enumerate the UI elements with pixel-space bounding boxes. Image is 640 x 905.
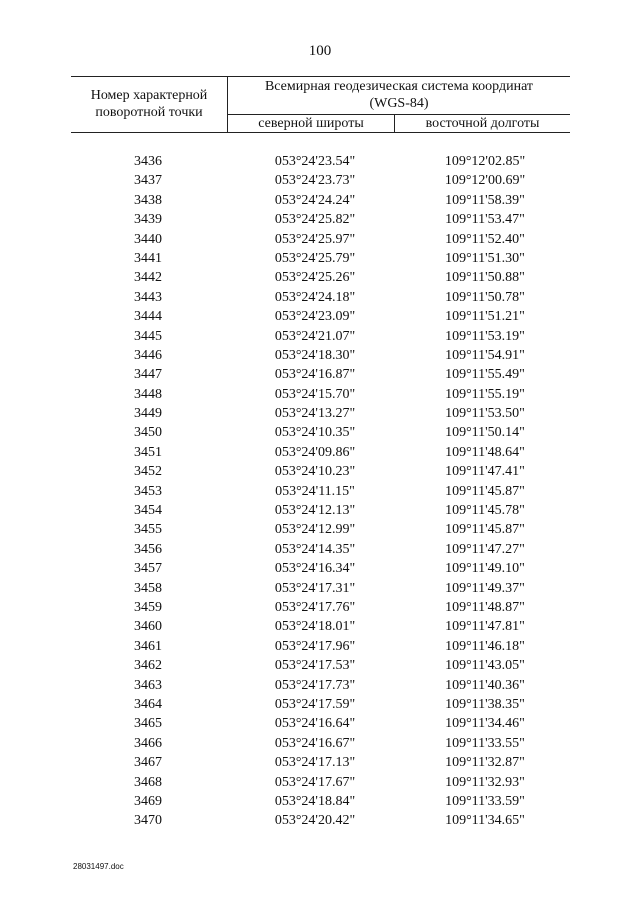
table-row (0, 637, 640, 656)
latitude-cell: 053°24'14.35" (274, 541, 356, 557)
table-row (0, 423, 640, 442)
latitude-cell: 053°24'12.13" (274, 503, 356, 519)
point-number-cell: 3440 (134, 231, 162, 247)
longitude-cell: 109°11'45.87" (445, 522, 525, 538)
longitude-cell: 109°11'53.50" (445, 406, 525, 422)
longitude-cell: 109°12'02.85" (444, 154, 526, 169)
latitude-cell: 053°24'09.86" (274, 444, 356, 460)
point-number-cell: 3460 (134, 619, 162, 635)
table-header (71, 76, 570, 132)
longitude-cell: 109°11'47.27" (445, 541, 525, 557)
longitude-cell: 109°11'34.65" (445, 813, 525, 829)
longitude-cell: 109°11'40.36" (445, 677, 525, 693)
coordinate-system-header-line2: (WGS-84) (369, 96, 429, 111)
table-row (0, 676, 640, 695)
coordinate-system-header (228, 78, 570, 112)
table-row (0, 656, 640, 675)
document-filename: 28031497.doc (73, 862, 124, 871)
table-row (0, 773, 640, 792)
latitude-cell: 053°24'16.87" (274, 367, 356, 383)
point-number-cell: 3453 (134, 483, 162, 499)
longitude-cell: 109°11'55.49" (445, 367, 525, 383)
latitude-cell: 053°24'23.73" (274, 173, 356, 189)
longitude-cell: 109°11'33.55" (445, 735, 525, 751)
point-number-cell: 3457 (134, 561, 162, 577)
point-number-cell: 3437 (134, 173, 162, 189)
latitude-cell: 053°24'18.30" (274, 347, 356, 363)
latitude-cell: 053°24'17.59" (274, 696, 356, 712)
longitude-cell: 109°11'55.19" (445, 386, 525, 402)
table-row (0, 482, 640, 501)
point-number-cell: 3450 (134, 425, 162, 441)
longitude-cell: 109°11'38.35" (445, 696, 525, 712)
longitude-cell: 109°11'52.40" (445, 231, 525, 247)
latitude-cell: 053°24'23.54" (274, 154, 356, 169)
point-number-cell: 3445 (134, 328, 162, 344)
table-row (0, 210, 640, 229)
longitude-cell: 109°11'32.93" (445, 774, 525, 790)
point-number-header-line1: Номер характерной (90, 88, 208, 103)
table-row (0, 695, 640, 714)
latitude-cell: 053°24'11.15" (275, 483, 355, 499)
longitude-cell: 109°11'51.21" (445, 309, 525, 325)
table-row (0, 811, 640, 830)
latitude-cell: 053°24'10.35" (274, 425, 356, 441)
latitude-cell: 053°24'12.99" (274, 522, 356, 538)
latitude-cell: 053°24'13.27" (274, 406, 356, 422)
latitude-cell: 053°24'25.97" (274, 231, 356, 247)
point-number-cell: 3459 (134, 599, 162, 615)
header-bottom-rule (71, 132, 570, 133)
point-number-cell: 3466 (134, 735, 162, 751)
point-number-cell: 3465 (134, 716, 162, 732)
point-number-cell: 3468 (134, 774, 162, 790)
longitude-cell: 109°11'45.78" (445, 503, 525, 519)
longitude-cell: 109°11'50.14" (445, 425, 525, 441)
latitude-cell: 053°24'16.64" (274, 716, 356, 732)
longitude-cell: 109°11'32.87" (445, 755, 525, 771)
longitude-cell: 109°11'54.91" (445, 347, 525, 363)
page-number: 100 (308, 43, 332, 59)
table-row (0, 191, 640, 210)
point-number-cell: 3448 (134, 386, 162, 402)
latitude-cell: 053°24'15.70" (274, 386, 356, 402)
table-row (0, 501, 640, 520)
point-number-cell: 3452 (134, 464, 162, 480)
table-row (0, 365, 640, 384)
longitude-header: восточной долготы (425, 116, 540, 131)
longitude-cell: 109°11'50.88" (445, 270, 525, 286)
table-row (0, 598, 640, 617)
point-number-cell: 3458 (134, 580, 162, 596)
table-row (0, 249, 640, 268)
longitude-cell: 109°11'46.18" (445, 638, 525, 654)
latitude-cell: 053°24'24.18" (274, 289, 356, 305)
table-row (0, 753, 640, 772)
point-number-cell: 3463 (134, 677, 162, 693)
longitude-cell: 109°11'47.41" (445, 464, 525, 480)
point-number-cell: 3455 (134, 522, 162, 538)
point-number-cell: 3449 (134, 406, 162, 422)
latitude-cell: 053°24'17.13" (274, 755, 356, 771)
table-row (0, 230, 640, 249)
table-row (0, 327, 640, 346)
point-number-cell: 3456 (134, 541, 162, 557)
longitude-cell: 109°11'58.39" (445, 192, 525, 208)
point-number-header-line2: поворотной точки (95, 105, 203, 120)
point-number-cell: 3451 (134, 444, 162, 460)
table-row (0, 385, 640, 404)
table-row (0, 288, 640, 307)
longitude-cell: 109°11'34.46" (445, 716, 525, 732)
point-number-cell: 3444 (134, 309, 162, 325)
table-row (0, 268, 640, 287)
longitude-cell: 109°11'53.47" (445, 212, 525, 228)
table-row (0, 714, 640, 733)
table-row (0, 307, 640, 326)
table-row (0, 617, 640, 636)
coordinate-table-body (0, 152, 640, 831)
latitude-header: северной широты (258, 116, 364, 131)
latitude-cell: 053°24'25.26" (274, 270, 356, 286)
latitude-cell: 053°24'21.07" (274, 328, 356, 344)
table-row (0, 462, 640, 481)
table-row (0, 559, 640, 578)
point-number-cell: 3438 (134, 192, 162, 208)
table-row (0, 579, 640, 598)
latitude-cell: 053°24'20.42" (274, 813, 356, 829)
latitude-cell: 053°24'18.01" (274, 619, 356, 635)
latitude-cell: 053°24'16.34" (274, 561, 356, 577)
point-number-cell: 3462 (134, 658, 162, 674)
longitude-cell: 109°11'50.78" (445, 289, 525, 305)
table-row (0, 443, 640, 462)
point-number-cell: 3461 (134, 638, 162, 654)
latitude-cell: 053°24'17.96" (274, 638, 356, 654)
longitude-cell: 109°11'49.37" (445, 580, 525, 596)
latitude-cell: 053°24'24.24" (274, 192, 356, 208)
table-row (0, 734, 640, 753)
latitude-cell: 053°24'17.31" (274, 580, 356, 596)
point-number-cell: 3470 (134, 813, 162, 829)
point-number-cell: 3439 (134, 212, 162, 228)
point-number-cell: 3446 (134, 347, 162, 363)
table-row (0, 171, 640, 190)
point-number-cell: 3454 (134, 503, 162, 519)
longitude-cell: 109°11'45.87" (445, 483, 525, 499)
latitude-cell: 053°24'23.09" (274, 309, 356, 325)
latitude-cell: 053°24'25.79" (274, 250, 356, 266)
coordinate-system-header-line1: Всемирная геодезическая система координат (264, 79, 534, 94)
point-number-cell: 3442 (134, 270, 162, 286)
longitude-cell: 109°11'49.10" (445, 561, 525, 577)
table-row (0, 792, 640, 811)
point-number-cell: 3464 (134, 696, 162, 712)
point-number-cell: 3469 (134, 793, 162, 809)
longitude-cell: 109°11'51.30" (445, 250, 525, 266)
latitude-cell: 053°24'17.76" (274, 599, 356, 615)
table-row (0, 540, 640, 559)
longitude-cell: 109°12'00.69" (444, 173, 526, 189)
table-row (0, 152, 640, 171)
point-number-cell: 3467 (134, 755, 162, 771)
longitude-cell: 109°11'43.05" (445, 658, 525, 674)
longitude-cell: 109°11'53.19" (445, 328, 525, 344)
latitude-cell: 053°24'16.67" (274, 735, 356, 751)
latitude-cell: 053°24'25.82" (274, 212, 356, 228)
table-row (0, 346, 640, 365)
point-number-cell: 3441 (134, 250, 162, 266)
latitude-cell: 053°24'18.84" (274, 793, 356, 809)
latitude-cell: 053°24'10.23" (274, 464, 356, 480)
point-number-header (71, 76, 227, 132)
point-number-cell: 3436 (134, 154, 162, 169)
table-row (0, 404, 640, 423)
latitude-cell: 053°24'17.67" (274, 774, 356, 790)
point-number-cell: 3447 (134, 367, 162, 383)
point-number-cell: 3443 (134, 289, 162, 305)
longitude-cell: 109°11'48.64" (445, 444, 525, 460)
longitude-cell: 109°11'33.59" (445, 793, 525, 809)
header-mid-rule (228, 114, 570, 115)
latitude-cell: 053°24'17.53" (274, 658, 356, 674)
latitude-cell: 053°24'17.73" (274, 677, 356, 693)
table-row (0, 520, 640, 539)
longitude-cell: 109°11'47.81" (445, 619, 525, 635)
longitude-cell: 109°11'48.87" (445, 599, 525, 615)
